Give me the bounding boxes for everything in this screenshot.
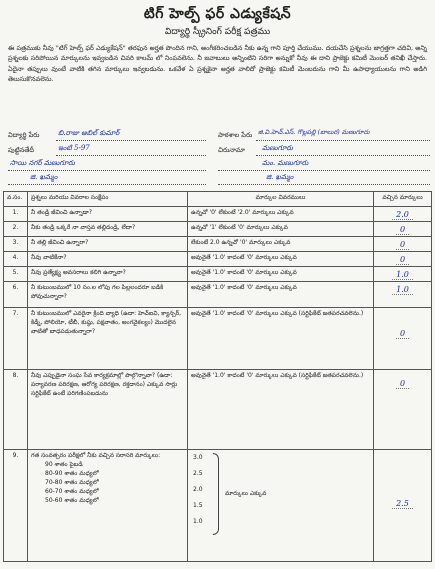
district2-value: జి. ఖమ్మం	[266, 173, 294, 181]
header-details: మార్కుల వివరములు	[188, 192, 374, 207]
grade-score: 1.0	[193, 518, 203, 525]
header-no: వ.సం.	[4, 192, 28, 207]
table-row: 1. నీ తండ్రి జీవించి ఉన్నాడా? ఉన్నచో '0' లేకుంటే '2.0' మార్కులు ఎక్కువ 2.0	[4, 207, 432, 222]
student-name-label: విద్యార్థి పేరు	[8, 131, 40, 139]
table-row: 2. నీకు తండ్రి ఒక్కరే నా వాస్తవ తల్లిదండ్రి, లేదా? ఉన్నచో '1' లేకుంటే '0' మార్కులు ఎక్కువ 0	[4, 222, 432, 237]
marks-value: 0	[396, 255, 409, 265]
table-row: 6. నీ కుటుంబములో 10 సం.ల లోపు గల పిల్లలందరూ బడికి పోవుచున్నారా? అవునైతే '1.0' కాదంటే '0' మార్కులు ఎక్కువ 1.0	[4, 282, 432, 308]
scoring-table	[3, 191, 432, 562]
brace-icon	[213, 453, 219, 535]
table-row: 5. నీవు ప్రత్యేక్ష్య అవసరాలు కలిగి ఉన్నావా? అవునైతే '1.0' కాదంటే '0' మార్కులు ఎక్కువ 1.0	[4, 267, 432, 282]
village-value: సాయి నగర్ మణుగూరు	[10, 159, 75, 167]
marks-value: 0	[396, 240, 409, 250]
header-question: ప్రశ్నలు మరియు వివరాల సంక్షేపం	[28, 192, 188, 207]
marks-value: 1.0	[392, 270, 413, 280]
table-row: 4. నీవు వాటికేనా? అవునైతే '1.0' కాదంటే '0' మార్కులు ఎక్కువ 0	[4, 252, 432, 267]
grade-range: 80-90 శాతం మధ్యలో	[45, 470, 99, 477]
grade-range: 90 శాతం పైబడి	[45, 461, 83, 468]
table-row: 8. నీవు ఎప్పుడైనా సంఘ సేవ కార్యక్రమాల్లో పాల్గొన్నావా? (ఉదా: పర్యావరణ పరిరక్షణ, ఆరోగ్య పరిరక్షణ, రక్తదానం) ఎక్కువ సార్లు సర్టిఫికేట్ ఉంటే పరిగణింపబడును అవునైతే '1.0' కాదంటే '0' మార్కులు ఎక్కువ (సర్టిఫికేట్ జతపరచవలెను.) 0	[4, 370, 432, 450]
form-title: టిగ్ హెల్ప్ ఫర్ ఎడ్యుకేషన్	[143, 6, 292, 22]
address-label: చిరునామా	[218, 146, 245, 154]
grade-score: 2.0	[193, 486, 203, 493]
table-row: 3. నీ తల్లి జీవించి ఉన్నారా? లేకుంటే 2.0 ఉన్నచో '0' మార్కులు ఎక్కువ 0	[4, 237, 432, 252]
header-marks: వచ్చిన మార్కులు	[374, 192, 432, 207]
table-row: 7. నీ కుటుంబములో ఎవరైనా క్రింది వ్యాధి (ఉదా: హెచ్ఐవి, క్యాన్సర్, కిడ్నీ, పోలియో, టీబీ, కుష్ఠు, పక్షవాతం, అంగవైకల్యం) మొదలైన వాటితో బాధపడుతున్నారా? అవునైతే '1.0' కాదంటే '0' మార్కులు ఎక్కువ (సర్టిఫికేట్ జతపరచవలెను.) 0	[4, 308, 432, 370]
instructions-paragraph: ఈ పత్రముకు నీవు "టిగ్ హెల్ప్ ఫర్ ఎడ్యుకేషన్" తరఫున అర్హత పొందిన గాని, అంగీకరించబడిన నీకు ఉన్న గాని పూర్తి చేయుము. దయచేసి ప్రశ్నలను జాగ్రత్తగా చదివి, అన్ని ప్రశ్నలకు సరిపోయిన మార్కులను ఇవ్వబడిన చివరి కాలమ్ లో నింపవలెను. నీ జవాబులు అన్నింటిని సరిగా అన్నుకో నీవు ఈ దాని ప్రాజెక్టు కమిటీ మెంబర్ తనిఖీ చేస్తారు. ఏదైనా తప్పులు వుంటే వాటికి తగిన మార్కులు ఇవ్వబడును. ఒకవేళ ఏ ప్రశ్నకైనా అర్హత వాలిదో ప్రాజెక్టు కమిటీ మెంబరును గాని మీ ఉపాధ్యాయులను గాని అడిగి తెలుసుకొనవలెను.	[8, 44, 427, 83]
school-name-label: పాఠశాల పేరు	[218, 131, 253, 139]
marks-value: 2.5	[392, 499, 413, 509]
grade-range: 50-60 శాతం మధ్యలో	[45, 497, 99, 504]
grade-range: 70-80 శాతం మధ్యలో	[45, 479, 99, 486]
address-value: మణుగూరు	[262, 144, 293, 152]
dob-value: ఇంటి 5-97	[58, 144, 90, 152]
scale-note: మార్కులు ఎక్కువ	[225, 490, 267, 497]
marks-value: 0	[396, 379, 409, 389]
form-subtitle: విద్యార్థి స్క్రీనింగ్ పరీక్ష పత్రము	[164, 27, 271, 37]
grade-score: 2.5	[193, 470, 203, 477]
marks-value: 1.0	[392, 285, 413, 295]
mandal-value: మం. మణుగూరు	[262, 159, 309, 167]
school-name-value: జి.వి.హెచ్.ఎస్. గొల్లపల్లి (బాలుర) మణుగూరు	[258, 129, 370, 136]
student-name-value: బి.రాజు అబిల్ కుమార్	[58, 129, 120, 137]
table-row: 9. గత సంవత్సరం పరీక్షలో నీకు వచ్చిన సరాసరి మార్కులు: 90 శాతం పైబడి 80-90 శాతం మధ్యలో 70-80 శాతం మధ్యలో 60-70 శాతం మధ్యలో 50-60 శాతం మధ్యలో 3.0 2.5 2.0 1.5 1.0 మార్కులు ఎక్కువ 2.5	[4, 450, 432, 562]
dob-label: పుట్టినతేదీ	[8, 146, 35, 154]
grade-range: 60-70 శాతం మధ్యలో	[45, 488, 99, 495]
grade-score-scale	[191, 451, 370, 537]
marks-value: 0	[396, 225, 409, 235]
grade-score: 3.0	[193, 454, 203, 461]
marks-value: 0	[396, 329, 409, 339]
marks-value: 2.0	[392, 210, 413, 220]
grade-score: 1.5	[193, 502, 203, 509]
district-value: జి. ఖమ్మం	[30, 173, 58, 181]
table-header-row	[4, 192, 432, 207]
